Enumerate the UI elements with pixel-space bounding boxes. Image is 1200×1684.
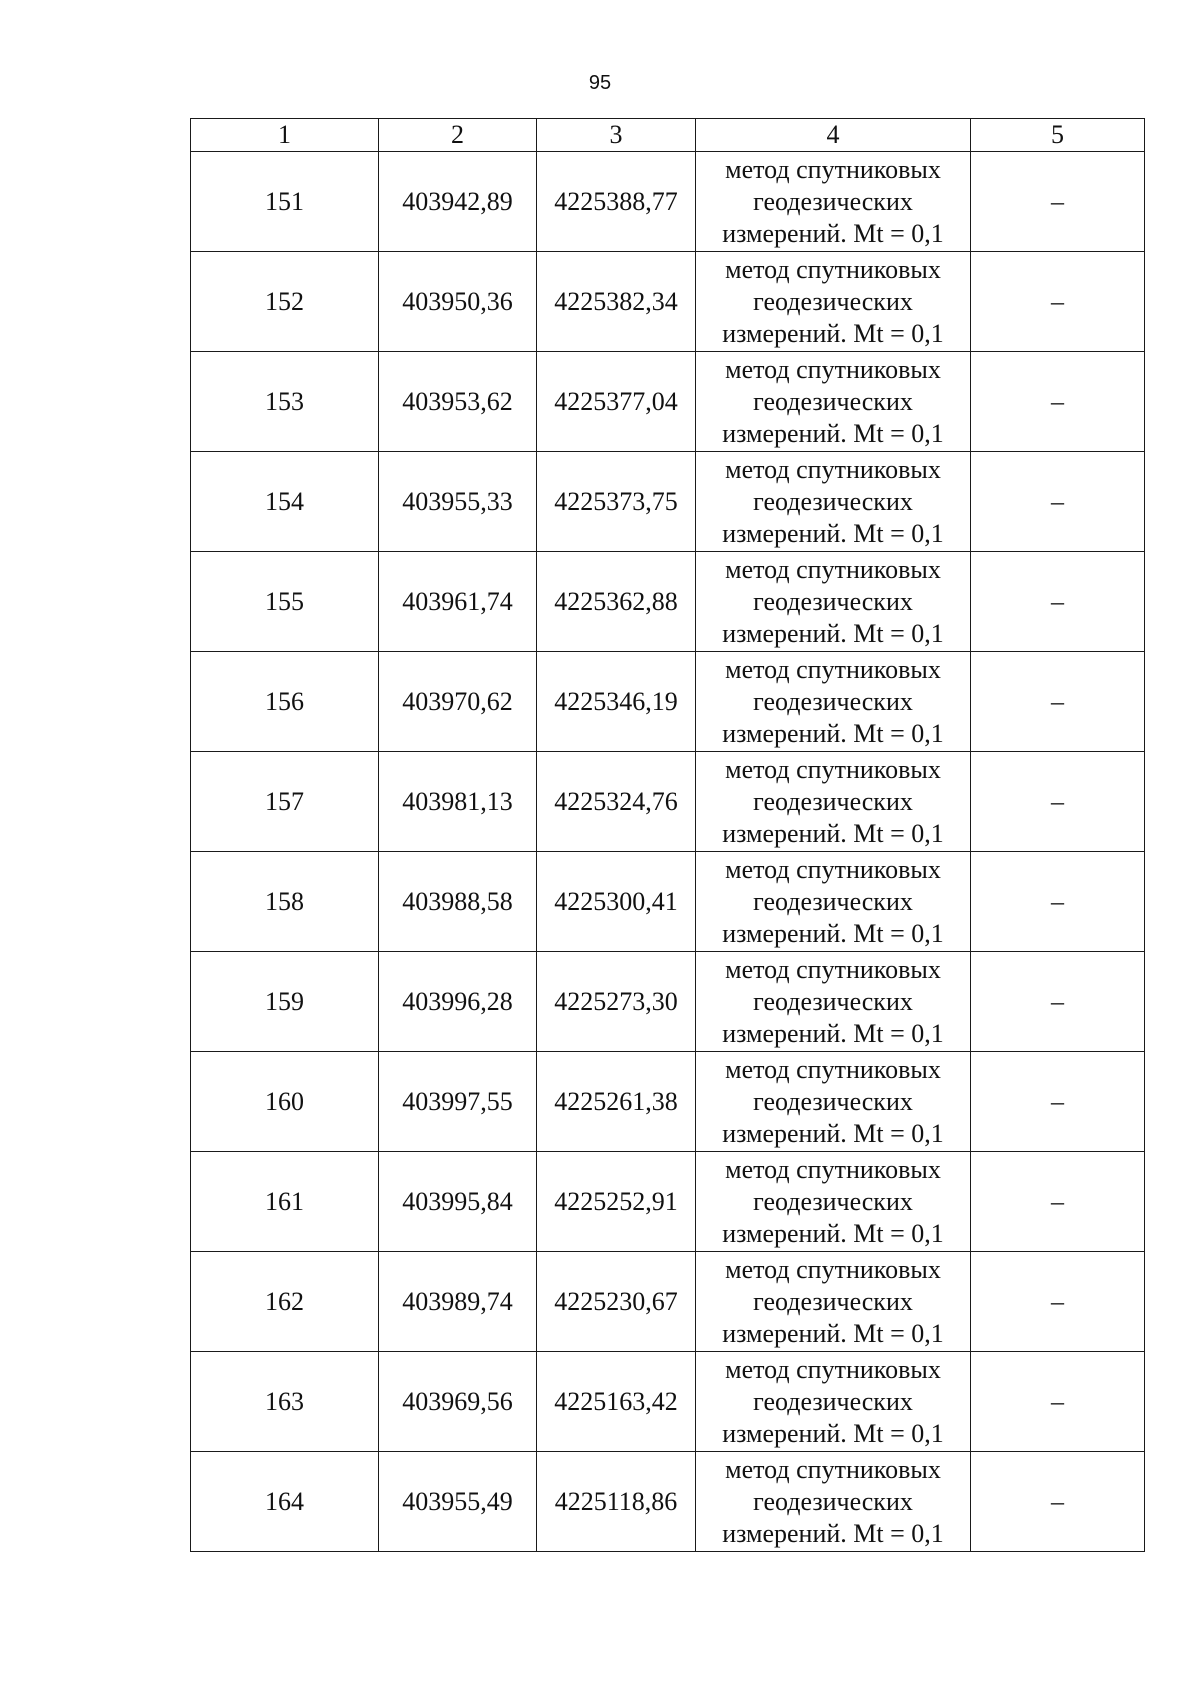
point-number-cell: 159	[191, 952, 379, 1052]
note-cell: –	[971, 952, 1145, 1052]
note-cell: –	[971, 1252, 1145, 1352]
method-text-line: геодезических	[753, 1386, 913, 1416]
point-number-cell: 164	[191, 1452, 379, 1552]
y-coordinate-cell: 4225118,86	[537, 1452, 696, 1552]
method-text-line: метод спутниковых	[725, 154, 941, 184]
method-cell	[696, 1152, 971, 1252]
x-coordinate-cell: 403955,49	[379, 1452, 537, 1552]
table-row	[191, 1352, 1145, 1452]
coordinates-table	[190, 118, 1145, 1552]
method-text-line: метод спутниковых	[725, 1354, 941, 1384]
y-coordinate-cell: 4225382,34	[537, 252, 696, 352]
table-row	[191, 452, 1145, 552]
method-text-line: измерений. Mt = 0,1	[722, 418, 944, 448]
x-coordinate-cell: 403942,89	[379, 152, 537, 252]
note-cell: –	[971, 552, 1145, 652]
column-header-1: 1	[191, 119, 379, 152]
table-row	[191, 252, 1145, 352]
x-coordinate-cell: 403988,58	[379, 852, 537, 952]
x-coordinate-cell: 403981,13	[379, 752, 537, 852]
column-header-4: 4	[696, 119, 971, 152]
method-text-line: измерений. Mt = 0,1	[722, 1518, 944, 1548]
note-cell: –	[971, 752, 1145, 852]
table-row	[191, 752, 1145, 852]
point-number-cell: 161	[191, 1152, 379, 1252]
point-number-cell: 153	[191, 352, 379, 452]
column-header-2: 2	[379, 119, 537, 152]
method-text-line: метод спутниковых	[725, 854, 941, 884]
y-coordinate-cell: 4225373,75	[537, 452, 696, 552]
point-number-cell: 160	[191, 1052, 379, 1152]
method-text-line: геодезических	[753, 1486, 913, 1516]
point-number-cell: 154	[191, 452, 379, 552]
method-text-line: метод спутниковых	[725, 954, 941, 984]
method-text-line: геодезических	[753, 286, 913, 316]
y-coordinate-cell: 4225230,67	[537, 1252, 696, 1352]
method-cell	[696, 652, 971, 752]
y-coordinate-cell: 4225261,38	[537, 1052, 696, 1152]
method-text-line: метод спутниковых	[725, 354, 941, 384]
method-text-line: измерений. Mt = 0,1	[722, 518, 944, 548]
x-coordinate-cell: 403961,74	[379, 552, 537, 652]
method-text-line: геодезических	[753, 886, 913, 916]
coordinates-table-container	[190, 118, 1144, 1552]
method-text-line: измерений. Mt = 0,1	[722, 1318, 944, 1348]
x-coordinate-cell: 403995,84	[379, 1152, 537, 1252]
point-number-cell: 152	[191, 252, 379, 352]
y-coordinate-cell: 4225324,76	[537, 752, 696, 852]
x-coordinate-cell: 403953,62	[379, 352, 537, 452]
method-cell	[696, 152, 971, 252]
method-text-line: метод спутниковых	[725, 754, 941, 784]
y-coordinate-cell: 4225252,91	[537, 1152, 696, 1252]
method-cell	[696, 1252, 971, 1352]
method-cell	[696, 452, 971, 552]
column-header-5: 5	[971, 119, 1145, 152]
method-text-line: метод спутниковых	[725, 254, 941, 284]
method-text-line: геодезических	[753, 486, 913, 516]
y-coordinate-cell: 4225273,30	[537, 952, 696, 1052]
point-number-cell: 156	[191, 652, 379, 752]
note-cell: –	[971, 852, 1145, 952]
method-text-line: геодезических	[753, 786, 913, 816]
table-row	[191, 1452, 1145, 1552]
note-cell: –	[971, 1152, 1145, 1252]
method-text-line: измерений. Mt = 0,1	[722, 618, 944, 648]
x-coordinate-cell: 403989,74	[379, 1252, 537, 1352]
point-number-cell: 155	[191, 552, 379, 652]
table-row	[191, 652, 1145, 752]
table-body	[191, 152, 1145, 1552]
method-text-line: метод спутниковых	[725, 1154, 941, 1184]
method-text-line: геодезических	[753, 1286, 913, 1316]
y-coordinate-cell: 4225388,77	[537, 152, 696, 252]
method-text-line: измерений. Mt = 0,1	[722, 918, 944, 948]
table-row	[191, 552, 1145, 652]
x-coordinate-cell: 403996,28	[379, 952, 537, 1052]
method-text-line: измерений. Mt = 0,1	[722, 1418, 944, 1448]
table-row	[191, 1152, 1145, 1252]
method-text-line: измерений. Mt = 0,1	[722, 1118, 944, 1148]
method-text-line: геодезических	[753, 586, 913, 616]
note-cell: –	[971, 1352, 1145, 1452]
method-text-line: измерений. Mt = 0,1	[722, 818, 944, 848]
method-text-line: геодезических	[753, 986, 913, 1016]
table-row	[191, 152, 1145, 252]
method-cell	[696, 1052, 971, 1152]
x-coordinate-cell: 403997,55	[379, 1052, 537, 1152]
method-text-line: метод спутниковых	[725, 454, 941, 484]
method-text-line: метод спутниковых	[725, 1254, 941, 1284]
method-cell	[696, 352, 971, 452]
y-coordinate-cell: 4225377,04	[537, 352, 696, 452]
method-text-line: измерений. Mt = 0,1	[722, 1218, 944, 1248]
note-cell: –	[971, 1052, 1145, 1152]
x-coordinate-cell: 403950,36	[379, 252, 537, 352]
method-text-line: геодезических	[753, 386, 913, 416]
point-number-cell: 162	[191, 1252, 379, 1352]
table-row	[191, 352, 1145, 452]
method-text-line: метод спутниковых	[725, 554, 941, 584]
note-cell: –	[971, 452, 1145, 552]
method-text-line: метод спутниковых	[725, 1054, 941, 1084]
point-number-cell: 157	[191, 752, 379, 852]
method-text-line: геодезических	[753, 1186, 913, 1216]
method-cell	[696, 252, 971, 352]
method-cell	[696, 952, 971, 1052]
note-cell: –	[971, 252, 1145, 352]
method-text-line: измерений. Mt = 0,1	[722, 718, 944, 748]
method-cell	[696, 752, 971, 852]
x-coordinate-cell: 403969,56	[379, 1352, 537, 1452]
note-cell: –	[971, 152, 1145, 252]
method-text-line: метод спутниковых	[725, 1454, 941, 1484]
method-text-line: измерений. Mt = 0,1	[722, 218, 944, 248]
point-number-cell: 158	[191, 852, 379, 952]
note-cell: –	[971, 352, 1145, 452]
method-cell	[696, 552, 971, 652]
method-text-line: измерений. Mt = 0,1	[722, 318, 944, 348]
method-text-line: геодезических	[753, 186, 913, 216]
method-cell	[696, 852, 971, 952]
method-text-line: измерений. Mt = 0,1	[722, 1018, 944, 1048]
method-cell	[696, 1352, 971, 1452]
table-row	[191, 1052, 1145, 1152]
table-row	[191, 952, 1145, 1052]
x-coordinate-cell: 403955,33	[379, 452, 537, 552]
note-cell: –	[971, 1452, 1145, 1552]
x-coordinate-cell: 403970,62	[379, 652, 537, 752]
y-coordinate-cell: 4225346,19	[537, 652, 696, 752]
point-number-cell: 163	[191, 1352, 379, 1452]
table-header-row	[191, 119, 1145, 152]
page-number: 95	[588, 72, 612, 94]
table-row	[191, 1252, 1145, 1352]
y-coordinate-cell: 4225362,88	[537, 552, 696, 652]
method-text-line: метод спутниковых	[725, 654, 941, 684]
point-number-cell: 151	[191, 152, 379, 252]
column-header-3: 3	[537, 119, 696, 152]
method-cell	[696, 1452, 971, 1552]
method-text-line: геодезических	[753, 1086, 913, 1116]
note-cell: –	[971, 652, 1145, 752]
y-coordinate-cell: 4225163,42	[537, 1352, 696, 1452]
method-text-line: геодезических	[753, 686, 913, 716]
y-coordinate-cell: 4225300,41	[537, 852, 696, 952]
table-row	[191, 852, 1145, 952]
